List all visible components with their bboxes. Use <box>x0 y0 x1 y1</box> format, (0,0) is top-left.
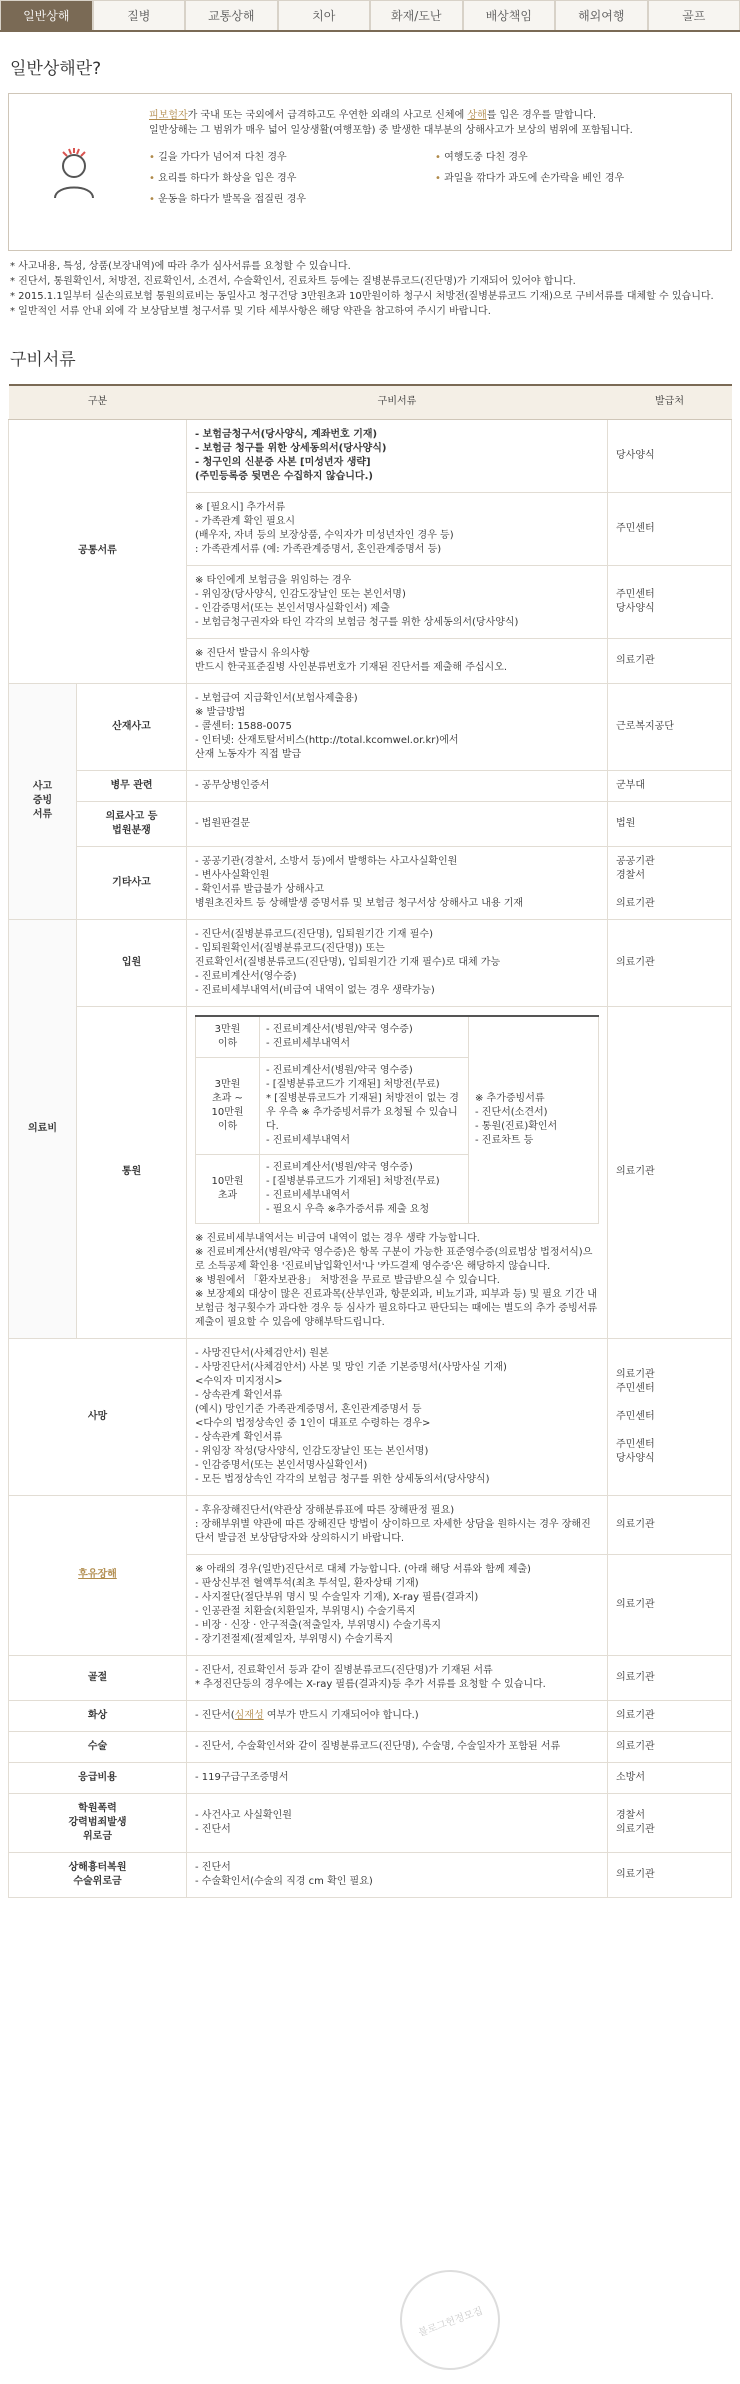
table-row <box>9 846 732 919</box>
table-row <box>9 1731 732 1762</box>
row-subcategory: 병무 관련 <box>77 770 187 801</box>
issuer-cell: 의료기관 <box>608 1495 732 1554</box>
issuer-cell: 당사양식 <box>608 419 732 492</box>
header-category: 구분 <box>9 385 187 419</box>
table-row <box>9 770 732 801</box>
category-tabs <box>0 0 740 32</box>
notice-item: * 사고내용, 특성, 상품(보장내역)에 따라 추가 심사서류를 요청할 수 있습니다. <box>10 259 730 274</box>
page-title: 일반상해란? <box>10 54 740 79</box>
deep-burn-link[interactable]: 심재성 <box>235 1710 264 1721</box>
tab-liability[interactable]: 배상책임 <box>463 0 556 30</box>
table-row <box>9 419 732 492</box>
doc-cell: ※ 타인에게 보험금을 위임하는 경우 - 위임장(당사양식, 인감도장날인 또는 본인서명) - 인감증명서(또는 본인서명사실확인서) 제출 - 보험금청구권자와 타인 각각의 보험금 청구를 위한 상세동의서(당사양식) <box>187 565 608 638</box>
table-row <box>9 1655 732 1700</box>
header-issuer: 발급처 <box>608 385 732 419</box>
table-row <box>9 1495 732 1554</box>
tab-disease[interactable]: 질병 <box>93 0 186 30</box>
amount-tier: 10만원 초과 <box>196 1154 260 1223</box>
issuer-cell: 군부대 <box>608 770 732 801</box>
row-category: 상해흉터복원 수술위로금 <box>9 1852 187 1897</box>
doc-cell: - 119구급구조증명서 <box>187 1762 608 1793</box>
table-row <box>9 1700 732 1731</box>
doc-cell: - 법원판결문 <box>187 801 608 846</box>
definition-box <box>8 93 732 251</box>
table-row <box>9 801 732 846</box>
tier-docs: - 진료비계산서(병원/약국 영수증) - [질병분류코드가 기재된] 처방전(무료) * [질병분류코드가 기재된] 처방전이 없는 경우 우측 ※ 추가증빙서류가 요청될 수 있습니다. - 진료비세부내역서 <box>260 1057 469 1154</box>
row-category <box>9 1495 187 1655</box>
table-row <box>9 1852 732 1897</box>
notice-item: * 진단서, 통원확인서, 처방전, 진료확인서, 소견서, 수술확인서, 진료차트 등에는 질병분류코드(진단명)가 기재되어 있어야 합니다. <box>10 274 730 289</box>
issuer-cell: 경찰서 의료기관 <box>608 1793 732 1852</box>
issuer-cell: 주민센터 <box>608 492 732 565</box>
row-subcategory: 의료사고 등 법원분쟁 <box>77 801 187 846</box>
doc-cell: - 진단서, 진료확인서 등과 같이 질병분류코드(진단명)가 기재된 서류 * 추정진단등의 경우에는 X-ray 필름(결과지)등 추가 서류를 요청할 수 있습니다. <box>187 1655 608 1700</box>
issuer-cell: 의료기관 <box>608 919 732 1006</box>
row-category: 사망 <box>9 1338 187 1495</box>
watermark-stamp: 블로그헌정모집 <box>386 2256 514 2384</box>
list-item: • 과일을 깎다가 과도에 손가락을 베인 경우 <box>435 171 721 186</box>
row-category: 응급비용 <box>9 1762 187 1793</box>
row-subcategory: 기타사고 <box>77 846 187 919</box>
notice-list <box>10 259 730 319</box>
row-subcategory: 통원 <box>77 1006 187 1338</box>
issuer-cell: 의료기관 <box>608 1006 732 1338</box>
issuer-cell: 근로복지공단 <box>608 683 732 770</box>
tab-dental[interactable]: 치아 <box>278 0 371 30</box>
table-row <box>9 1338 732 1495</box>
tab-overseas-travel[interactable]: 해외여행 <box>555 0 648 30</box>
doc-cell: - 보험급여 지급확인서(보험사제출용) ※ 발급방법 - 콜센터: 1588-0075 - 인터넷: 산재토탈서비스(http://total.kcomwel.or.kr)에서 산재 노동자가 직접 발급 <box>187 683 608 770</box>
row-subcategory: 입원 <box>77 919 187 1006</box>
notice-item: * 일반적인 서류 안내 외에 각 보상담보별 청구서류 및 기타 세부사항은 해당 약관을 참고하여 주시기 바랍니다. <box>10 304 730 319</box>
issuer-cell: 의료기관 <box>608 638 732 683</box>
doc-cell: - 진단서 - 수술확인서(수술의 직경 cm 확인 필요) <box>187 1852 608 1897</box>
issuer-cell: 의료기관 <box>608 1852 732 1897</box>
tab-fire-theft[interactable]: 화재/도난 <box>370 0 463 30</box>
doc-cell: - 보험금청구서(당사양식, 계좌번호 기재) - 보험금 청구를 위한 상세동의서(당사양식) - 청구인의 신분증 사본 [미성년자 생략] (주민등록증 뒷면은 수집하지 않습니다.) <box>187 419 608 492</box>
doc-cell: - 사건사고 사실확인원 - 진단서 <box>187 1793 608 1852</box>
doc-cell: ※ [필요시] 추가서류 - 가족관계 확인 필요시 (배우자, 자녀 등의 보장상품, 수익자가 미성년자인 경우 등) : 가족관계서류 (예: 가족관계증명서, 혼인관계증명서 등) <box>187 492 608 565</box>
table-row <box>9 1006 732 1338</box>
table-row <box>9 919 732 1006</box>
doc-cell: - 진단서, 수술확인서와 같이 질병분류코드(진단명), 수술명, 수술일자가 포함된 서류 <box>187 1731 608 1762</box>
header-documents: 구비서류 <box>187 385 608 419</box>
injured-person-icon <box>9 94 139 250</box>
row-category: 의료비 <box>9 919 77 1338</box>
docs-title: 구비서류 <box>10 345 740 370</box>
intro-line-1: 피보험자가 국내 또는 국외에서 급격하고도 우연한 외래의 사고로 신체에 상해를 입은 경우를 말합니다. <box>149 108 721 123</box>
doc-cell: - 공공기관(경찰서, 소방서 등)에서 발행하는 사고사실확인원 - 변사사실확인원 - 확인서류 발급불가 상해사고 병원초진차트 등 상해발생 증명서류 및 보험금 청구서상 상해사고 내용 기재 <box>187 846 608 919</box>
issuer-cell: 의료기관 <box>608 1554 732 1655</box>
row-subcategory: 산재사고 <box>77 683 187 770</box>
row-category: 화상 <box>9 1700 187 1731</box>
disability-link[interactable]: 후유장해 <box>78 1569 117 1580</box>
doc-cell: - 진단서(질병분류코드(진단명), 입퇴원기간 기재 필수) - 입퇴원확인서(질병분류코드(진단명)) 또는 진료확인서(질병분류코드(진단명), 입퇴원기간 기재 필수)로 대체 가능 - 진료비계산서(영수증) - 진료비세부내역서(비급여 내역이 없는 경우 생략가능) <box>187 919 608 1006</box>
tab-general-injury[interactable]: 일반상해 <box>0 0 93 30</box>
doc-cell: - 후유장해진단서(약관상 장해분류표에 따른 장해판정 필요) : 장해부위별 약관에 따른 장해진단 방법이 상이하므로 자세한 상담을 원하시는 경우 장해진단서 발급전 보상담당자와 상의하시기 바랍니다. <box>187 1495 608 1554</box>
issuer-cell: 주민센터 당사양식 <box>608 565 732 638</box>
row-category: 사고 증빙 서류 <box>9 683 77 919</box>
amount-tier: 3만원 이하 <box>196 1016 260 1058</box>
issuer-cell: 의료기관 주민센터 주민센터 주민센터 당사양식 <box>608 1338 732 1495</box>
tier-docs: - 진료비계산서(병원/약국 영수증) - [질병분류코드가 기재된] 처방전(무료) - 진료비세부내역서 - 필요시 우측 ※추가증서류 제출 요청 <box>260 1154 469 1223</box>
list-item: • 여행도중 다친 경우 <box>435 150 721 165</box>
tab-golf[interactable]: 골프 <box>648 0 740 30</box>
extra-docs: ※ 추가증빙서류 - 진단서(소견서) - 통원(진료)확인서 - 진료차트 등 <box>469 1016 599 1224</box>
list-item: • 요리를 하다가 화상을 입은 경우 <box>149 171 435 186</box>
list-item: • 길을 가다가 넘어져 다친 경우 <box>149 150 435 165</box>
tab-traffic-injury[interactable]: 교통상해 <box>185 0 278 30</box>
issuer-cell: 법원 <box>608 801 732 846</box>
row-category: 수술 <box>9 1731 187 1762</box>
intro-line-2: 일반상해는 그 범위가 매우 넓어 일상생활(여행포함) 중 발생한 대부분의 상해사고가 보상의 범위에 포함됩니다. <box>149 123 721 138</box>
row-category: 골절 <box>9 1655 187 1700</box>
table-row <box>9 1793 732 1852</box>
documents-table <box>8 384 732 1898</box>
doc-cell <box>187 1006 608 1338</box>
issuer-cell: 공공기관 경찰서 의료기관 <box>608 846 732 919</box>
issuer-cell: 소방서 <box>608 1762 732 1793</box>
row-category: 공통서류 <box>9 419 187 683</box>
doc-cell: - 공무상병인증서 <box>187 770 608 801</box>
issuer-cell: 의료기관 <box>608 1655 732 1700</box>
list-item: • 운동을 하다가 발목을 접질린 경우 <box>149 192 435 207</box>
tier-docs: - 진료비계산서(병원/약국 영수증) - 진료비세부내역서 <box>260 1016 469 1058</box>
issuer-cell: 의료기관 <box>608 1731 732 1762</box>
issuer-cell: 의료기관 <box>608 1700 732 1731</box>
table-row <box>9 1762 732 1793</box>
doc-cell: - 진단서(심재성 여부가 반드시 기재되어야 합니다.) <box>187 1700 608 1731</box>
example-list <box>149 150 721 207</box>
doc-cell: ※ 아래의 경우(일반)진단서로 대체 가능합니다. (아래 해당 서류와 함께 제출) - 판상신부전 혈액투석(최초 투석일, 환자상태 기재) - 사지절단(절단부위 명시 및 수술일자 기재), X-ray 필름(결과지) - 인공관절 치환술(치환일자, 부위명시) 수술기록지 - 비장 · 신장 · 안구적출(적출일자, 부위명시) 수술기록지 - 장기전절제(절제일자, 부위명시) 수술기록지 <box>187 1554 608 1655</box>
amount-tier: 3만원 초과 ~ 10만원 이하 <box>196 1057 260 1154</box>
doc-cell: - 사망진단서(사체검안서) 원본 - 사망진단서(사체검안서) 사본 및 망인 기준 기본증명서(사망사실 기재) <수익자 미지정시> - 상속관계 확인서류 (예시) 망인기준 가족관계증명서, 혼인관계증명서 등 <다수의 법정상속인 중 1인이 대표로 수령하는 경우> - 상속관계 확인서류 - 위임장 작성(당사양식, 인감도장날인 또는 본인서명) - 인감증명서(또는 본인서명사실확인서) - 모든 법정상속인 각각의 보험금 청구를 위한 상세동의서(당사양식) <box>187 1338 608 1495</box>
table-row <box>9 683 732 770</box>
outpatient-notes: ※ 진료비세부내역서는 비급여 내역이 없는 경우 생략 가능합니다. ※ 진료비계산서(병원/약국 영수증)은 항목 구분이 가능한 표준영수증(의료법상 법정서식)으로 소득공제 확인용 '진료비납입확인서'나 '카드결제 영수증'은 해당하지 않습니다. ※ 병원에서 「환자보관용」 처방전을 무료로 발급받으실 수 있습니다. ※ 보장제외 대상이 많은 진료과목(산부인과, 항문외과, 비뇨기과, 피부과 등) 및 필요 기간 내 보험금 청구횟수가 과다한 경우 등 심사가 필요하다고 판단되는 때에는 별도의 추가 증빙서류 제출이 필요할 수 있음에 양해부탁드립니다. <box>195 1232 599 1330</box>
notice-item: * 2015.1.1일부터 실손의료보험 통원의료비는 동일사고 청구건당 3만원초과 10만원이하 청구시 처방전(질병분류코드 기재)으로 구비서류를 대체할 수 있습니다. <box>10 289 730 304</box>
outpatient-table <box>195 1015 599 1224</box>
row-category: 학원폭력 강력범죄발생 위로금 <box>9 1793 187 1852</box>
doc-cell: ※ 진단서 발급시 유의사항 반드시 한국표준질병 사인분류번호가 기재된 진단서를 제출해 주십시오. <box>187 638 608 683</box>
